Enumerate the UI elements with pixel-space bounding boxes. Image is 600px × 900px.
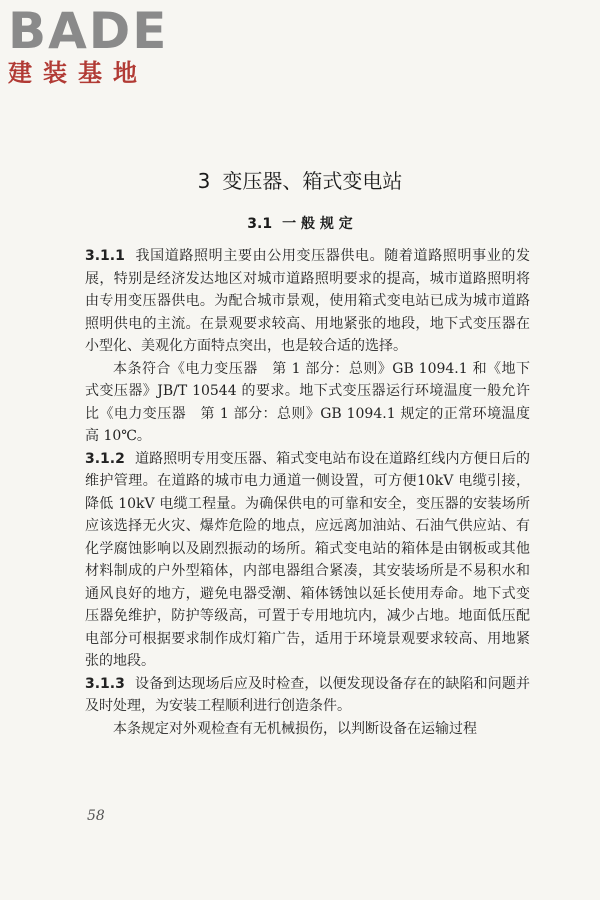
paragraph-3-1-2 [85,448,530,673]
chapter-number: 3 [197,169,211,193]
section-title-text: 一 般 规 定 [282,216,353,232]
section-title [0,213,600,233]
clause-number: 3.1.1 [85,248,125,264]
paragraph-explanation-2 [85,718,530,741]
paragraph-text: 我国道路照明主要由公用变压器供电。随着道路照明事业的发展，特别是经济发达地区对城市道路照明要求的提高，城市道路照明将由专用变压器供电。为配合城市景观，使用箱式变电站已成为城市道路照明供电的主流。在景观要求较高、用地紧张的地段，地下式变压器在小型化、美观化方面特点突出，也是较合适的选择。 [85,248,530,354]
paragraph-3-1-1 [85,245,530,358]
clause-number: 3.1.2 [85,450,125,467]
section-number: 3.1 [247,216,273,232]
logo-bade-text: BADE [8,2,169,60]
page-number: 58 [87,808,105,824]
paragraph-text: 本条符合《电力变压器 第 1 部分：总则》GB 1094.1 和《地下式变压器》JB/T 10544 的要求。地下式变压器运行环境温度一般允许比《电力变压器 第 1 部分：总则》GB 1094.1 规定的正常环境温度高 10℃。 [85,360,530,444]
chapter-title-text: 变压器、箱式变电站 [222,169,403,193]
paragraph-text: 设备到达现场后应及时检查，以便发现设备存在的缺陷和问题并及时处理，为安装工程顺利进行创造条件。 [85,675,530,714]
paragraph-text: 道路照明专用变压器、箱式变电站布设在道路红线内方便日后的维护管理。在道路的城市电力通道一侧设置，可方便10kV 电缆引接，降低 10kV 电缆工程量。为确保供电的可靠和安全，变压器的安装场所应该选择无火灾、爆炸危险的地点，应远离加油站、石油气供应站、有化学腐蚀影响以及剧烈振动的场所。箱式变电站的箱体是由钢板或其他材料制成的户外型箱体，内部电器组合紧凑，其安装场所是不易积水和通风良好的地方，避免电器受潮、箱体锈蚀以延长使用寿命。地下式变压器免维护，防护等级高，可置于专用地坑内，减少占地。地面低压配电部分可根据要求制作成灯箱广告，适用于环境景观要求较高、用地紧张的地段。 [85,450,530,669]
logo-chinese-text: 建装基地 [8,59,148,87]
body-text [85,245,530,740]
bade-logo [8,2,169,87]
paragraph-text: 本条规定对外观检查有无机械损伤，以判断设备在运输过程 [113,720,477,737]
clause-number: 3.1.3 [85,675,125,692]
paragraph-explanation-1 [85,358,530,448]
paragraph-3-1-3 [85,673,530,718]
chapter-title [0,165,600,194]
